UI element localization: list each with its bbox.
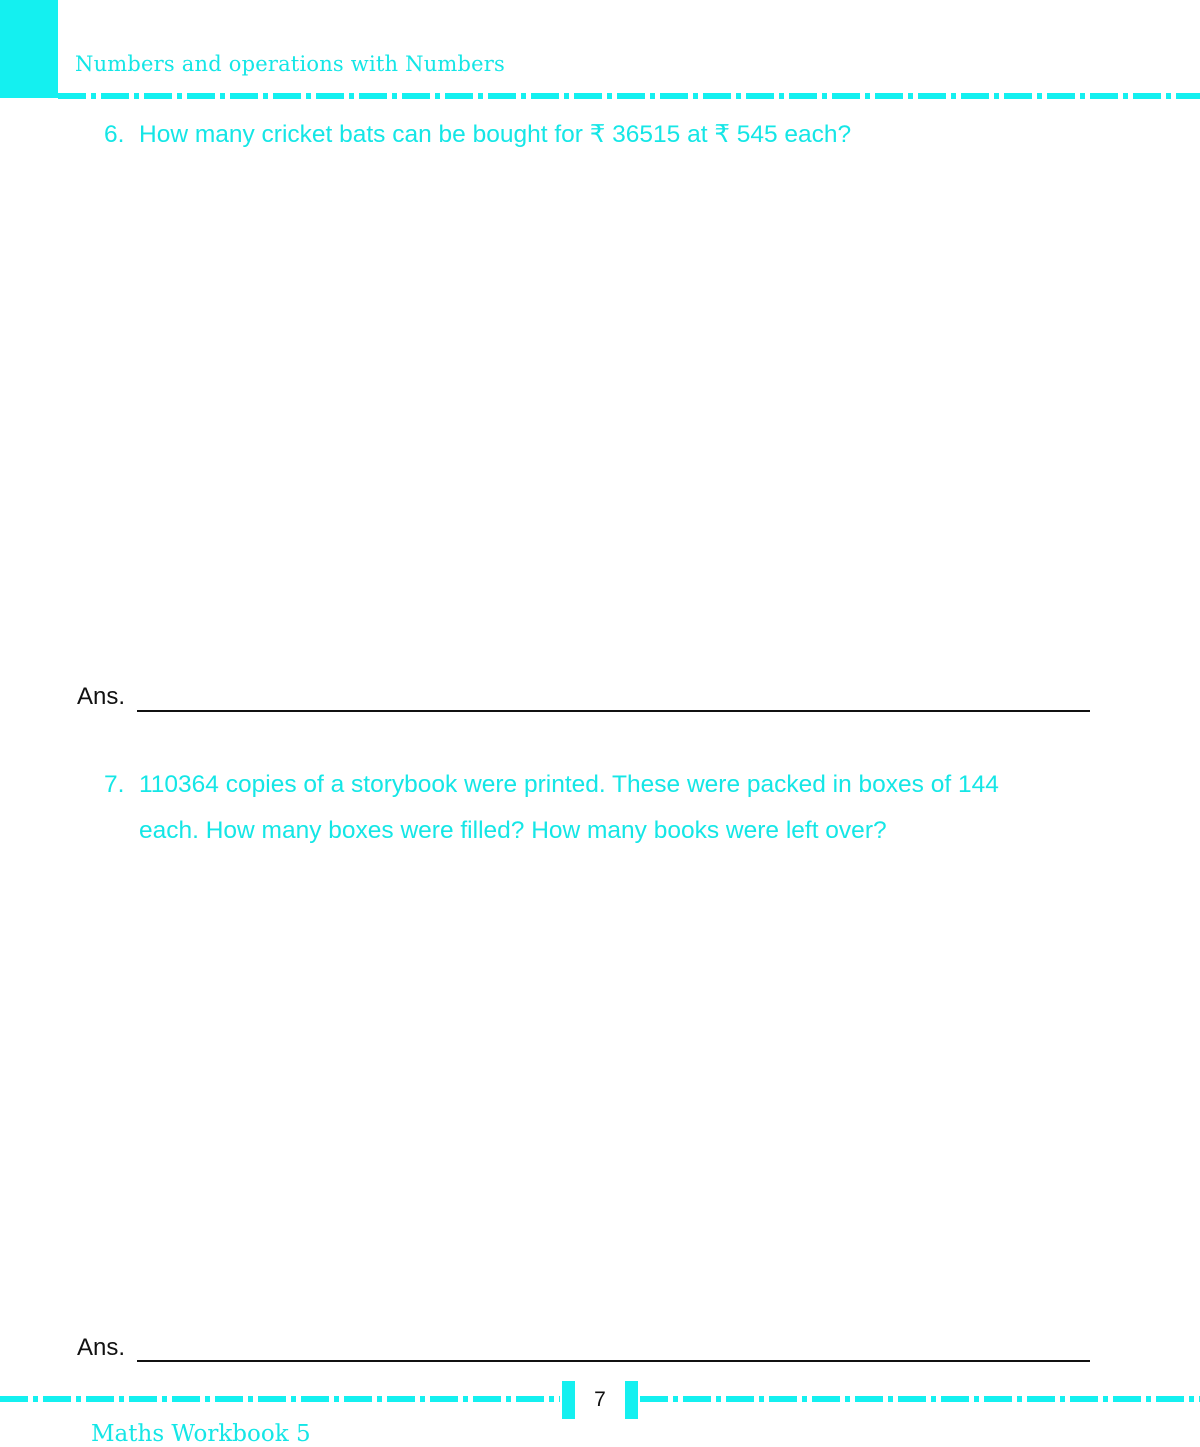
question-text: 110364 copies of a storybook were printed. These were packed in boxes of 144 bbox=[139, 771, 999, 798]
answer-line[interactable] bbox=[137, 1360, 1090, 1362]
header-accent-block bbox=[0, 0, 58, 98]
page-number-bracket-left bbox=[562, 1381, 575, 1419]
page-number-bracket-right bbox=[625, 1381, 638, 1419]
answer-label: Ans. bbox=[77, 1334, 126, 1361]
answer-label: Ans. bbox=[77, 683, 126, 710]
question-text-continued: each. How many boxes were filled? How many books were left over? bbox=[139, 817, 887, 844]
question-number: 7. bbox=[104, 771, 125, 798]
footer-divider-right bbox=[640, 1396, 1200, 1402]
question-6 bbox=[104, 112, 1094, 158]
question-number: 6. bbox=[104, 121, 125, 148]
chapter-title: Numbers and operations with Numbers bbox=[75, 52, 506, 76]
answer-line[interactable] bbox=[137, 710, 1090, 712]
header-divider bbox=[58, 93, 1200, 99]
page-number-box bbox=[562, 1381, 638, 1419]
book-title: Maths Workbook 5 bbox=[91, 1421, 311, 1447]
footer-divider-left bbox=[0, 1396, 560, 1402]
page-number: 7 bbox=[594, 1388, 606, 1411]
question-text: How many cricket bats can be bought for ₹ 36515 at ₹ 545 each? bbox=[139, 121, 852, 148]
question-7 bbox=[104, 762, 1094, 854]
